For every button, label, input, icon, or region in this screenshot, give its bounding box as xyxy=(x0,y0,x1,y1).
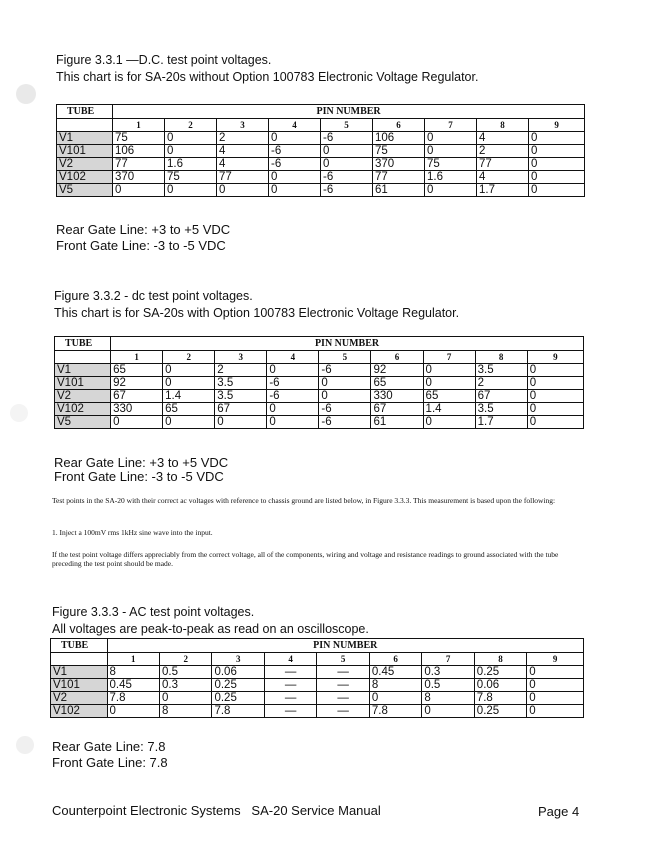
table-cell: 0 xyxy=(321,145,373,158)
table-row xyxy=(51,705,584,718)
pin-column-header: 9 xyxy=(527,653,584,666)
pin-column-header: 2 xyxy=(163,351,215,364)
fig3-title: Figure 3.3.3 - AC test point voltages. xyxy=(52,605,255,619)
table-cell: 0 xyxy=(113,184,165,197)
table-cell: 77 xyxy=(113,158,165,171)
table-cell: 0 xyxy=(165,132,217,145)
table-cell: 0 xyxy=(527,416,583,429)
table-cell: -6 xyxy=(269,158,321,171)
pin-column-header: 1 xyxy=(107,653,159,666)
table-cell: 0 xyxy=(529,184,585,197)
table-cell: 0 xyxy=(163,416,215,429)
pin-number-header: PIN NUMBER xyxy=(111,337,584,351)
pin-column-header: 7 xyxy=(423,351,475,364)
table-cell: 0.45 xyxy=(369,666,421,679)
footer-publisher: Counterpoint Electronic Systems SA-20 Service Manual xyxy=(52,803,381,818)
table-cell: 0.3 xyxy=(159,679,211,692)
pin-number-header: PIN NUMBER xyxy=(107,639,583,653)
tube-label: V101 xyxy=(55,377,111,390)
tube-label: V102 xyxy=(57,171,113,184)
pin-column-header: 9 xyxy=(527,351,583,364)
table-cell: 0 xyxy=(425,132,477,145)
table-cell: 0 xyxy=(267,364,319,377)
table-cell: 2 xyxy=(217,132,269,145)
table-cell: 7.8 xyxy=(474,692,526,705)
fig1-front-gate: Front Gate Line: -3 to -5 VDC xyxy=(56,238,226,253)
table-cell: 67 xyxy=(111,390,163,403)
table-cell: 92 xyxy=(371,364,423,377)
fig2-rear-gate: Rear Gate Line: +3 to +5 VDC xyxy=(54,455,229,470)
pin-column-header: 3 xyxy=(212,653,264,666)
table-row xyxy=(57,184,585,197)
table-cell: 67 xyxy=(371,403,423,416)
table-cell: 106 xyxy=(113,145,165,158)
table-cell: 0 xyxy=(163,364,215,377)
table-cell: 0 xyxy=(107,705,159,718)
pin-column-header: 8 xyxy=(475,351,527,364)
table-cell: 1.4 xyxy=(423,403,475,416)
table-cell: 3.5 xyxy=(215,377,267,390)
table-cell: 4 xyxy=(477,171,529,184)
table-cell: 106 xyxy=(373,132,425,145)
table-cell: 2 xyxy=(475,377,527,390)
table-row xyxy=(55,416,584,429)
table-cell: 0 xyxy=(422,705,474,718)
table-cell: 0.25 xyxy=(212,679,264,692)
fig2-subtitle: This chart is for SA-20s with Option 100783 Electronic Voltage Regulator. xyxy=(54,306,460,320)
tube-header-blank xyxy=(51,653,108,666)
table-cell: 0 xyxy=(425,184,477,197)
table-cell: 4 xyxy=(477,132,529,145)
table-cell: 0.25 xyxy=(212,692,264,705)
fig2-table xyxy=(54,336,584,429)
table-cell: — xyxy=(317,679,369,692)
table-cell: 1.7 xyxy=(477,184,529,197)
table-row xyxy=(57,132,585,145)
table-cell: -6 xyxy=(321,184,373,197)
table-cell: 0 xyxy=(319,390,371,403)
pin-column-header: 5 xyxy=(319,351,371,364)
table-cell: 4 xyxy=(217,145,269,158)
table-cell: 0 xyxy=(527,692,584,705)
pin-column-header: 5 xyxy=(321,119,373,132)
tube-label: V101 xyxy=(57,145,113,158)
table-cell: 0 xyxy=(267,416,319,429)
table-cell: -6 xyxy=(269,145,321,158)
pin-column-header: 6 xyxy=(369,653,421,666)
table-row xyxy=(51,692,584,705)
table-cell: 1.6 xyxy=(425,171,477,184)
pin-column-header: 8 xyxy=(474,653,526,666)
table-row xyxy=(55,377,584,390)
pin-column-header: 8 xyxy=(477,119,529,132)
fig1-title: Figure 3.3.1 —D.C. test point voltages. xyxy=(56,53,272,67)
punch-hole xyxy=(10,404,28,422)
table-cell: — xyxy=(264,679,316,692)
pin-column-header: 4 xyxy=(267,351,319,364)
fig3-table xyxy=(50,638,584,718)
tube-label: V102 xyxy=(55,403,111,416)
pin-column-header: 9 xyxy=(529,119,585,132)
table-cell: 7.8 xyxy=(212,705,264,718)
pin-number-header: PIN NUMBER xyxy=(113,105,585,119)
pin-column-header: 1 xyxy=(113,119,165,132)
table-cell: 61 xyxy=(373,184,425,197)
tube-label: V2 xyxy=(55,390,111,403)
table-row xyxy=(55,403,584,416)
table-cell: — xyxy=(264,705,316,718)
table-cell: 1.7 xyxy=(475,416,527,429)
table-cell: 0 xyxy=(527,390,583,403)
table-row xyxy=(55,390,584,403)
fig1-table xyxy=(56,104,585,197)
tube-header: TUBE xyxy=(55,337,111,351)
punch-hole xyxy=(16,736,34,754)
table-cell: -6 xyxy=(319,416,371,429)
tube-label: V1 xyxy=(51,666,108,679)
table-cell: 67 xyxy=(475,390,527,403)
table-cell: 0 xyxy=(527,679,584,692)
tube-label: V5 xyxy=(57,184,113,197)
table-cell: 0.45 xyxy=(107,679,159,692)
table-cell: 0 xyxy=(527,705,584,718)
table-cell: 0.3 xyxy=(422,666,474,679)
table-cell: 370 xyxy=(373,158,425,171)
fig2-title: Figure 3.3.2 - dc test point voltages. xyxy=(54,289,253,303)
table-cell: 75 xyxy=(113,132,165,145)
table-cell: 0 xyxy=(527,377,583,390)
table-cell: 0 xyxy=(269,132,321,145)
table-cell: 3.5 xyxy=(475,364,527,377)
fig3-front-gate: Front Gate Line: 7.8 xyxy=(52,755,168,770)
tube-header: TUBE xyxy=(51,639,108,653)
table-row xyxy=(57,145,585,158)
table-cell: -6 xyxy=(321,132,373,145)
table-cell: 7.8 xyxy=(369,705,421,718)
table-cell: 0.5 xyxy=(422,679,474,692)
tube-label: V101 xyxy=(51,679,108,692)
table-cell: 0 xyxy=(527,364,583,377)
table-cell: 67 xyxy=(215,403,267,416)
tube-label: V1 xyxy=(57,132,113,145)
table-cell: -6 xyxy=(319,364,371,377)
table-cell: 75 xyxy=(373,145,425,158)
table-cell: 0 xyxy=(267,403,319,416)
table-cell: 0 xyxy=(425,145,477,158)
table-cell: 3.5 xyxy=(475,403,527,416)
table-cell: 2 xyxy=(477,145,529,158)
fig1-rear-gate: Rear Gate Line: +3 to +5 VDC xyxy=(56,222,231,237)
table-cell: 77 xyxy=(217,171,269,184)
table-cell: -6 xyxy=(319,403,371,416)
table-cell: 0.25 xyxy=(474,666,526,679)
table-cell: -6 xyxy=(267,390,319,403)
pin-column-header: 4 xyxy=(264,653,316,666)
table-cell: 0 xyxy=(529,158,585,171)
pin-column-header: 6 xyxy=(373,119,425,132)
table-cell: 330 xyxy=(111,403,163,416)
table-cell: 0 xyxy=(529,145,585,158)
table-cell: 65 xyxy=(423,390,475,403)
table-cell: -6 xyxy=(267,377,319,390)
table-cell: 92 xyxy=(111,377,163,390)
table-row xyxy=(55,364,584,377)
tube-label: V2 xyxy=(51,692,108,705)
table-cell: 0 xyxy=(529,171,585,184)
table-cell: 77 xyxy=(373,171,425,184)
table-cell: 0 xyxy=(159,692,211,705)
table-cell: 3.5 xyxy=(215,390,267,403)
pin-column-header: 5 xyxy=(317,653,369,666)
table-cell: 0 xyxy=(423,364,475,377)
table-cell: 0 xyxy=(269,171,321,184)
table-cell: — xyxy=(264,692,316,705)
tube-label: V102 xyxy=(51,705,108,718)
pin-column-header: 3 xyxy=(217,119,269,132)
table-cell: 77 xyxy=(477,158,529,171)
table-row xyxy=(57,171,585,184)
table-cell: 0 xyxy=(163,377,215,390)
tube-label: V5 xyxy=(55,416,111,429)
table-cell: — xyxy=(317,705,369,718)
table-cell: — xyxy=(264,666,316,679)
table-cell: 0 xyxy=(165,184,217,197)
table-cell: — xyxy=(317,692,369,705)
pin-column-header: 6 xyxy=(371,351,423,364)
tube-header-blank xyxy=(55,351,111,364)
table-cell: 0 xyxy=(269,184,321,197)
note-step-1: 1. Inject a 100mV rms 1kHz sine wave into the input. xyxy=(52,528,213,537)
table-cell: 61 xyxy=(371,416,423,429)
pin-column-header: 3 xyxy=(215,351,267,364)
table-cell: -6 xyxy=(321,171,373,184)
table-cell: 0 xyxy=(423,377,475,390)
table-cell: 0 xyxy=(527,666,584,679)
table-cell: — xyxy=(317,666,369,679)
table-cell: 0.5 xyxy=(159,666,211,679)
table-cell: 8 xyxy=(159,705,211,718)
pin-column-header: 7 xyxy=(425,119,477,132)
table-cell: 1.4 xyxy=(163,390,215,403)
table-cell: 4 xyxy=(217,158,269,171)
table-cell: 65 xyxy=(111,364,163,377)
table-cell: 65 xyxy=(163,403,215,416)
fig2-front-gate: Front Gate Line: -3 to -5 VDC xyxy=(54,469,224,484)
table-cell: 8 xyxy=(422,692,474,705)
table-cell: 370 xyxy=(113,171,165,184)
punch-hole xyxy=(16,84,36,104)
table-row xyxy=(51,666,584,679)
pin-column-header: 4 xyxy=(269,119,321,132)
footer-page-number: Page 4 xyxy=(538,804,580,819)
table-cell: 0.06 xyxy=(474,679,526,692)
tube-label: V1 xyxy=(55,364,111,377)
table-cell: 0 xyxy=(527,403,583,416)
table-cell: 330 xyxy=(371,390,423,403)
tube-header: TUBE xyxy=(57,105,113,119)
table-cell: 0 xyxy=(321,158,373,171)
table-cell: 2 xyxy=(215,364,267,377)
table-cell: 0.06 xyxy=(212,666,264,679)
table-cell: 8 xyxy=(107,666,159,679)
table-cell: 8 xyxy=(369,679,421,692)
table-cell: 0.25 xyxy=(474,705,526,718)
table-cell: 0 xyxy=(215,416,267,429)
table-cell: 0 xyxy=(423,416,475,429)
table-cell: 0 xyxy=(165,145,217,158)
note-paragraph-2: If the test point voltage differs appreciably from the correct voltage, all of the components, wiring and voltage and resistance readings to ground associated with the tube preceding the test point should be made. xyxy=(52,550,559,568)
note-paragraph-1: Test points in the SA-20 with their correct ac voltages with reference to chassis ground are listed below, in Figure 3.3.3. This measurement is based upon the following: xyxy=(52,496,556,505)
table-cell: 65 xyxy=(371,377,423,390)
table-cell: 0 xyxy=(111,416,163,429)
fig3-rear-gate: Rear Gate Line: 7.8 xyxy=(52,739,166,754)
pin-column-header: 7 xyxy=(422,653,474,666)
table-cell: 7.8 xyxy=(107,692,159,705)
table-row xyxy=(51,679,584,692)
table-cell: 0 xyxy=(319,377,371,390)
table-cell: 1.6 xyxy=(165,158,217,171)
tube-header-blank xyxy=(57,119,113,132)
table-cell: 0 xyxy=(529,132,585,145)
table-cell: 0 xyxy=(369,692,421,705)
pin-column-header: 2 xyxy=(165,119,217,132)
pin-column-header: 2 xyxy=(159,653,211,666)
pin-column-header: 1 xyxy=(111,351,163,364)
fig3-subtitle: All voltages are peak-to-peak as read on an oscilloscope. xyxy=(52,622,369,636)
table-row xyxy=(57,158,585,171)
table-cell: 0 xyxy=(217,184,269,197)
tube-label: V2 xyxy=(57,158,113,171)
table-cell: 75 xyxy=(165,171,217,184)
fig1-subtitle: This chart is for SA-20s without Option 100783 Electronic Voltage Regulator. xyxy=(56,70,479,84)
table-cell: 75 xyxy=(425,158,477,171)
